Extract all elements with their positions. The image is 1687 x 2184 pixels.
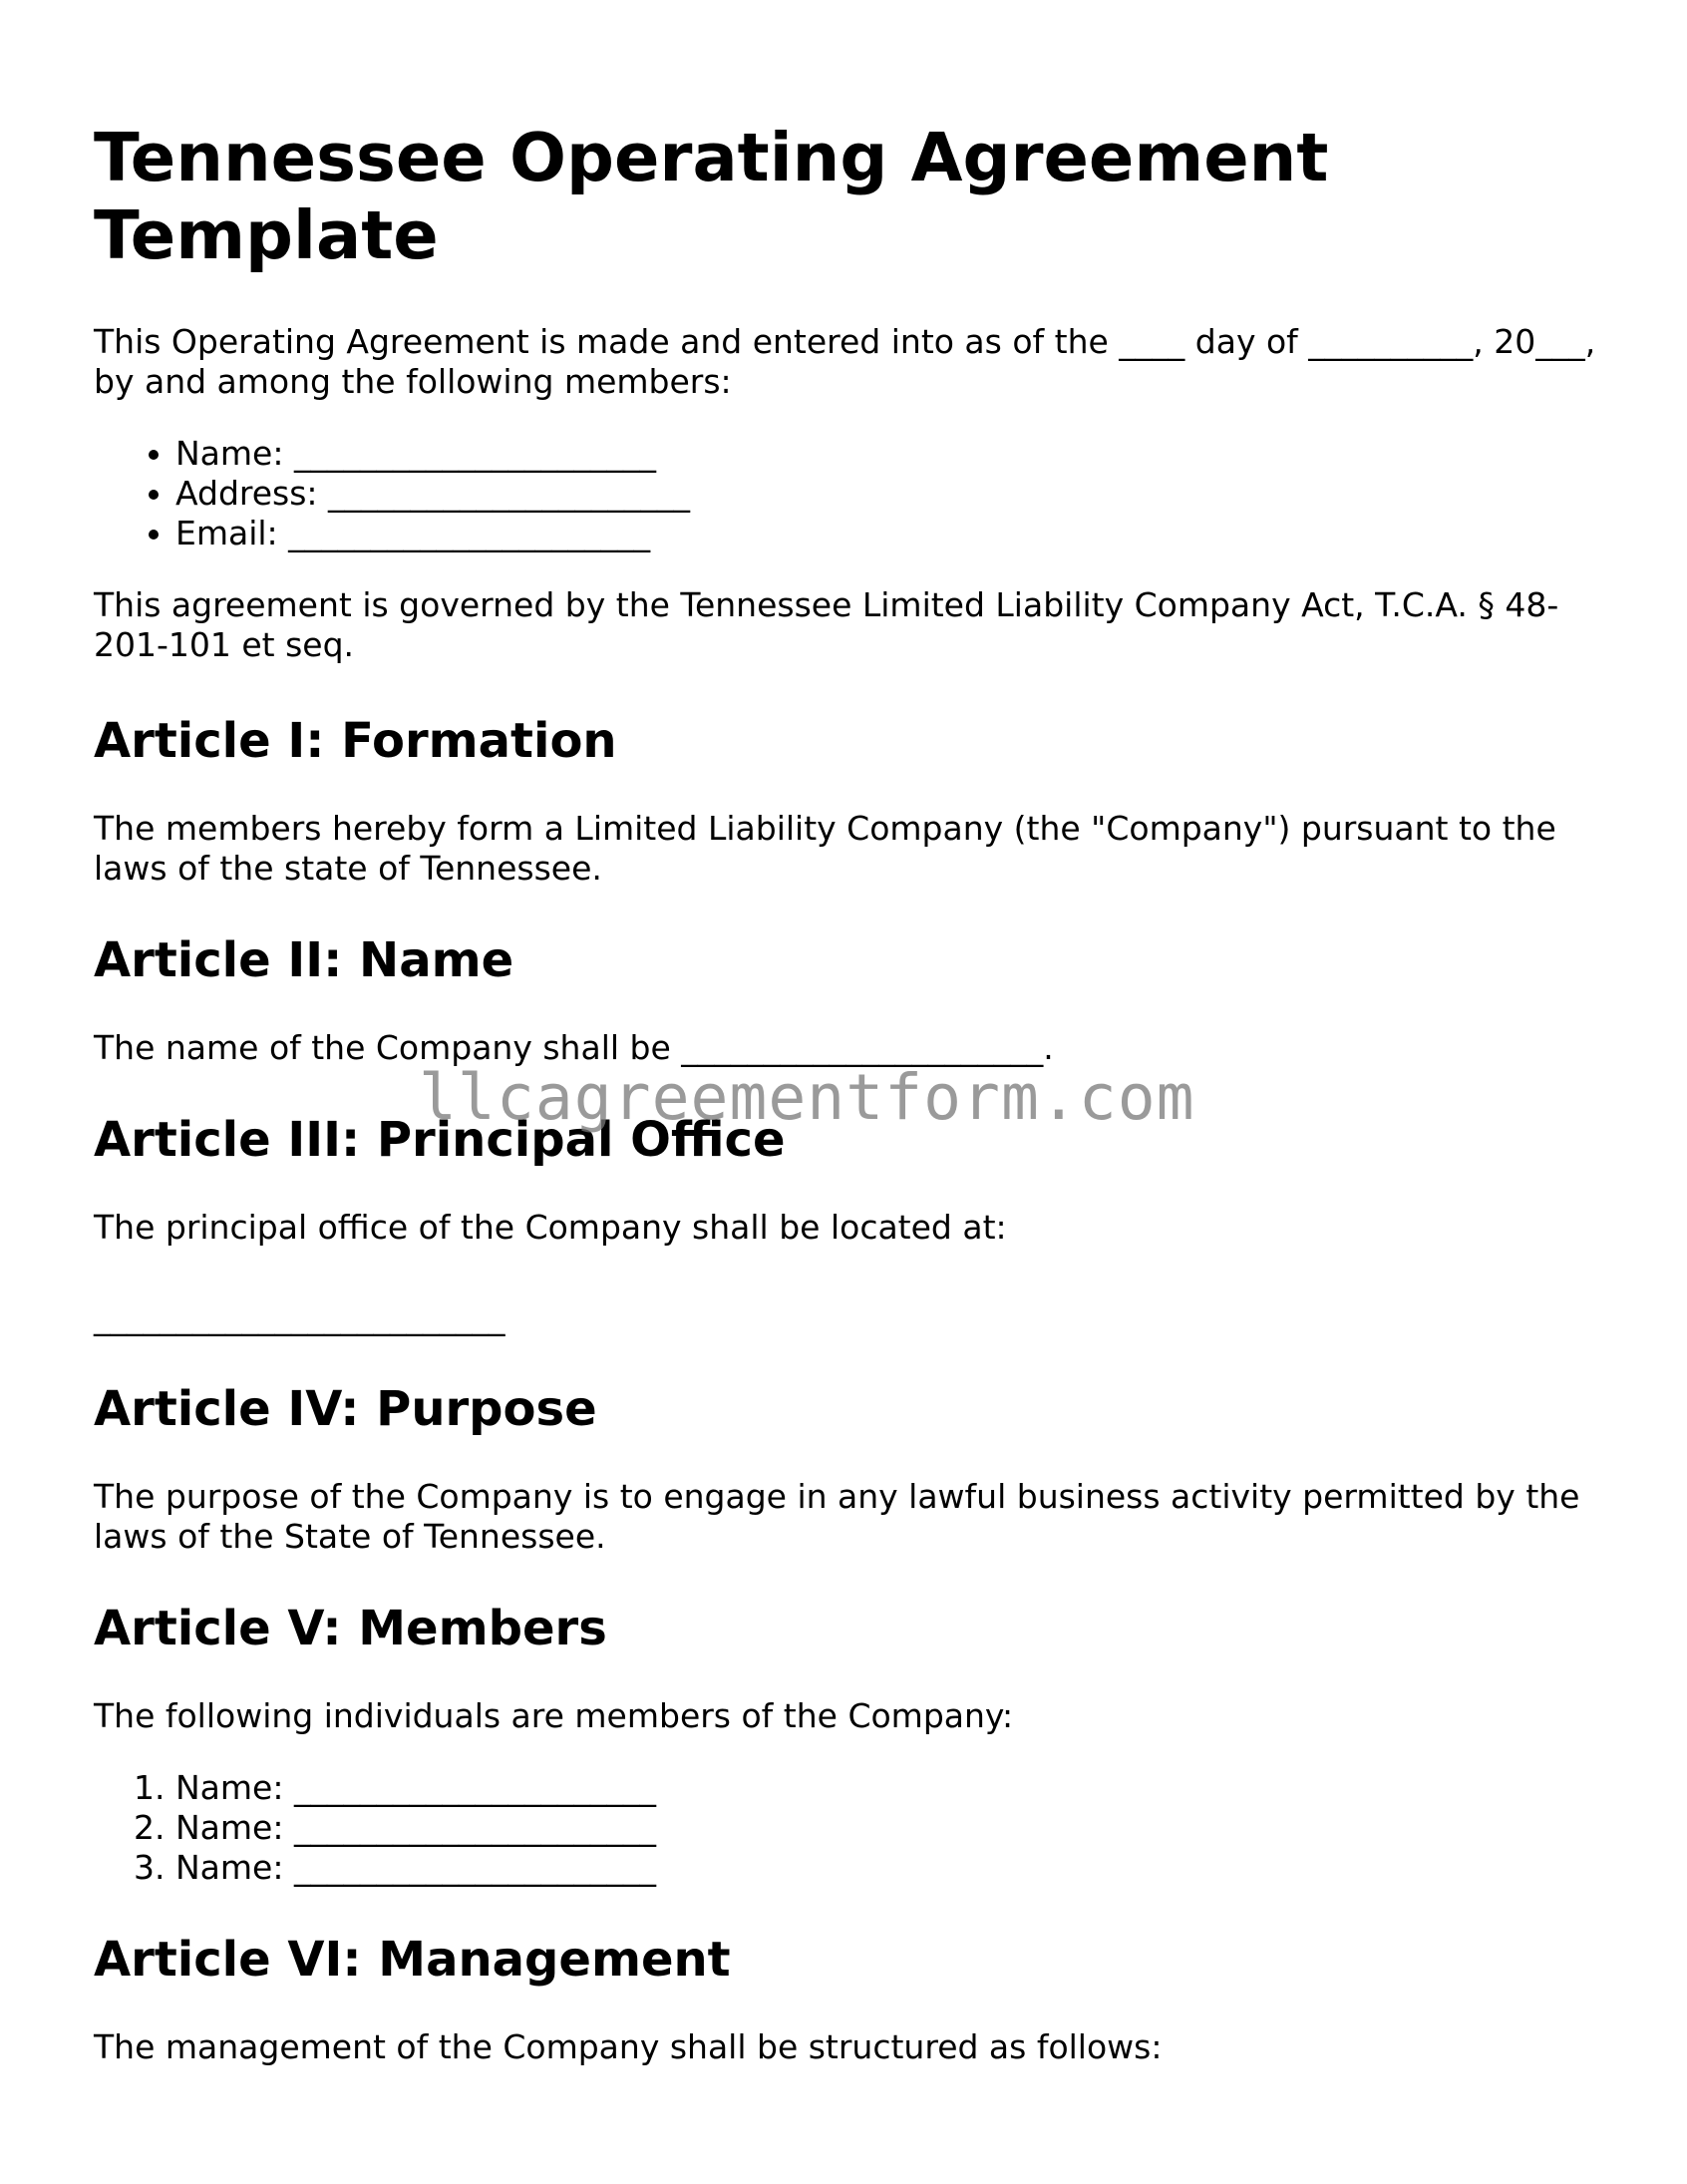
list-item: 1. Name: ______________________ [175, 1768, 1599, 1808]
list-item: • Email: ______________________ [175, 514, 1599, 553]
page-title: Tennessee Operating Agreement Template [94, 119, 1329, 274]
article-2-heading: Article II: Name [94, 932, 514, 988]
intro-paragraph: This Operating Agreement is made and entered into as of the ____ day of __________, 20___, by and among the following members: [94, 322, 1596, 401]
article-4-text: The purpose of the Company is to engage in any lawful business activity permitted by the laws of the State of Tennessee. [94, 1477, 1580, 1556]
article-3-heading: Article III: Principal Office [94, 1112, 786, 1168]
watermark: llcagreementform.com [419, 1061, 1195, 1134]
article-6-text: The management of the Company shall be structured as follows: [94, 2027, 1163, 2066]
article-6-heading: Article VI: Management [94, 1932, 731, 1988]
article-3-text: The principal office of the Company shall be located at: [94, 1208, 1007, 1247]
article-1-text: The members hereby form a Limited Liability Company (the "Company") pursuant to the laws of the state of Tennessee. [94, 809, 1556, 888]
members-numbered-list [94, 1768, 1599, 1888]
office-address-blank: _________________________ [94, 1297, 506, 1336]
list-item: • Name: ______________________ [175, 434, 1599, 474]
document-page [94, 0, 1599, 2067]
list-item: • Address: ______________________ [175, 474, 1599, 514]
article-5-text: The following individuals are members of the Company: [94, 1696, 1014, 1735]
article-4-heading: Article IV: Purpose [94, 1381, 597, 1437]
list-item: 2. Name: ______________________ [175, 1808, 1599, 1848]
list-item: 3. Name: ______________________ [175, 1848, 1599, 1888]
article-5-heading: Article V: Members [94, 1601, 607, 1656]
member-fields-list [94, 434, 1599, 553]
article-1-heading: Article I: Formation [94, 713, 617, 769]
governing-law-paragraph: This agreement is governed by the Tennessee Limited Liability Company Act, T.C.A. § 48-201-101 et seq. [94, 585, 1559, 664]
article-2-text: The name of the Company shall be ______________________. [94, 1028, 1054, 1067]
